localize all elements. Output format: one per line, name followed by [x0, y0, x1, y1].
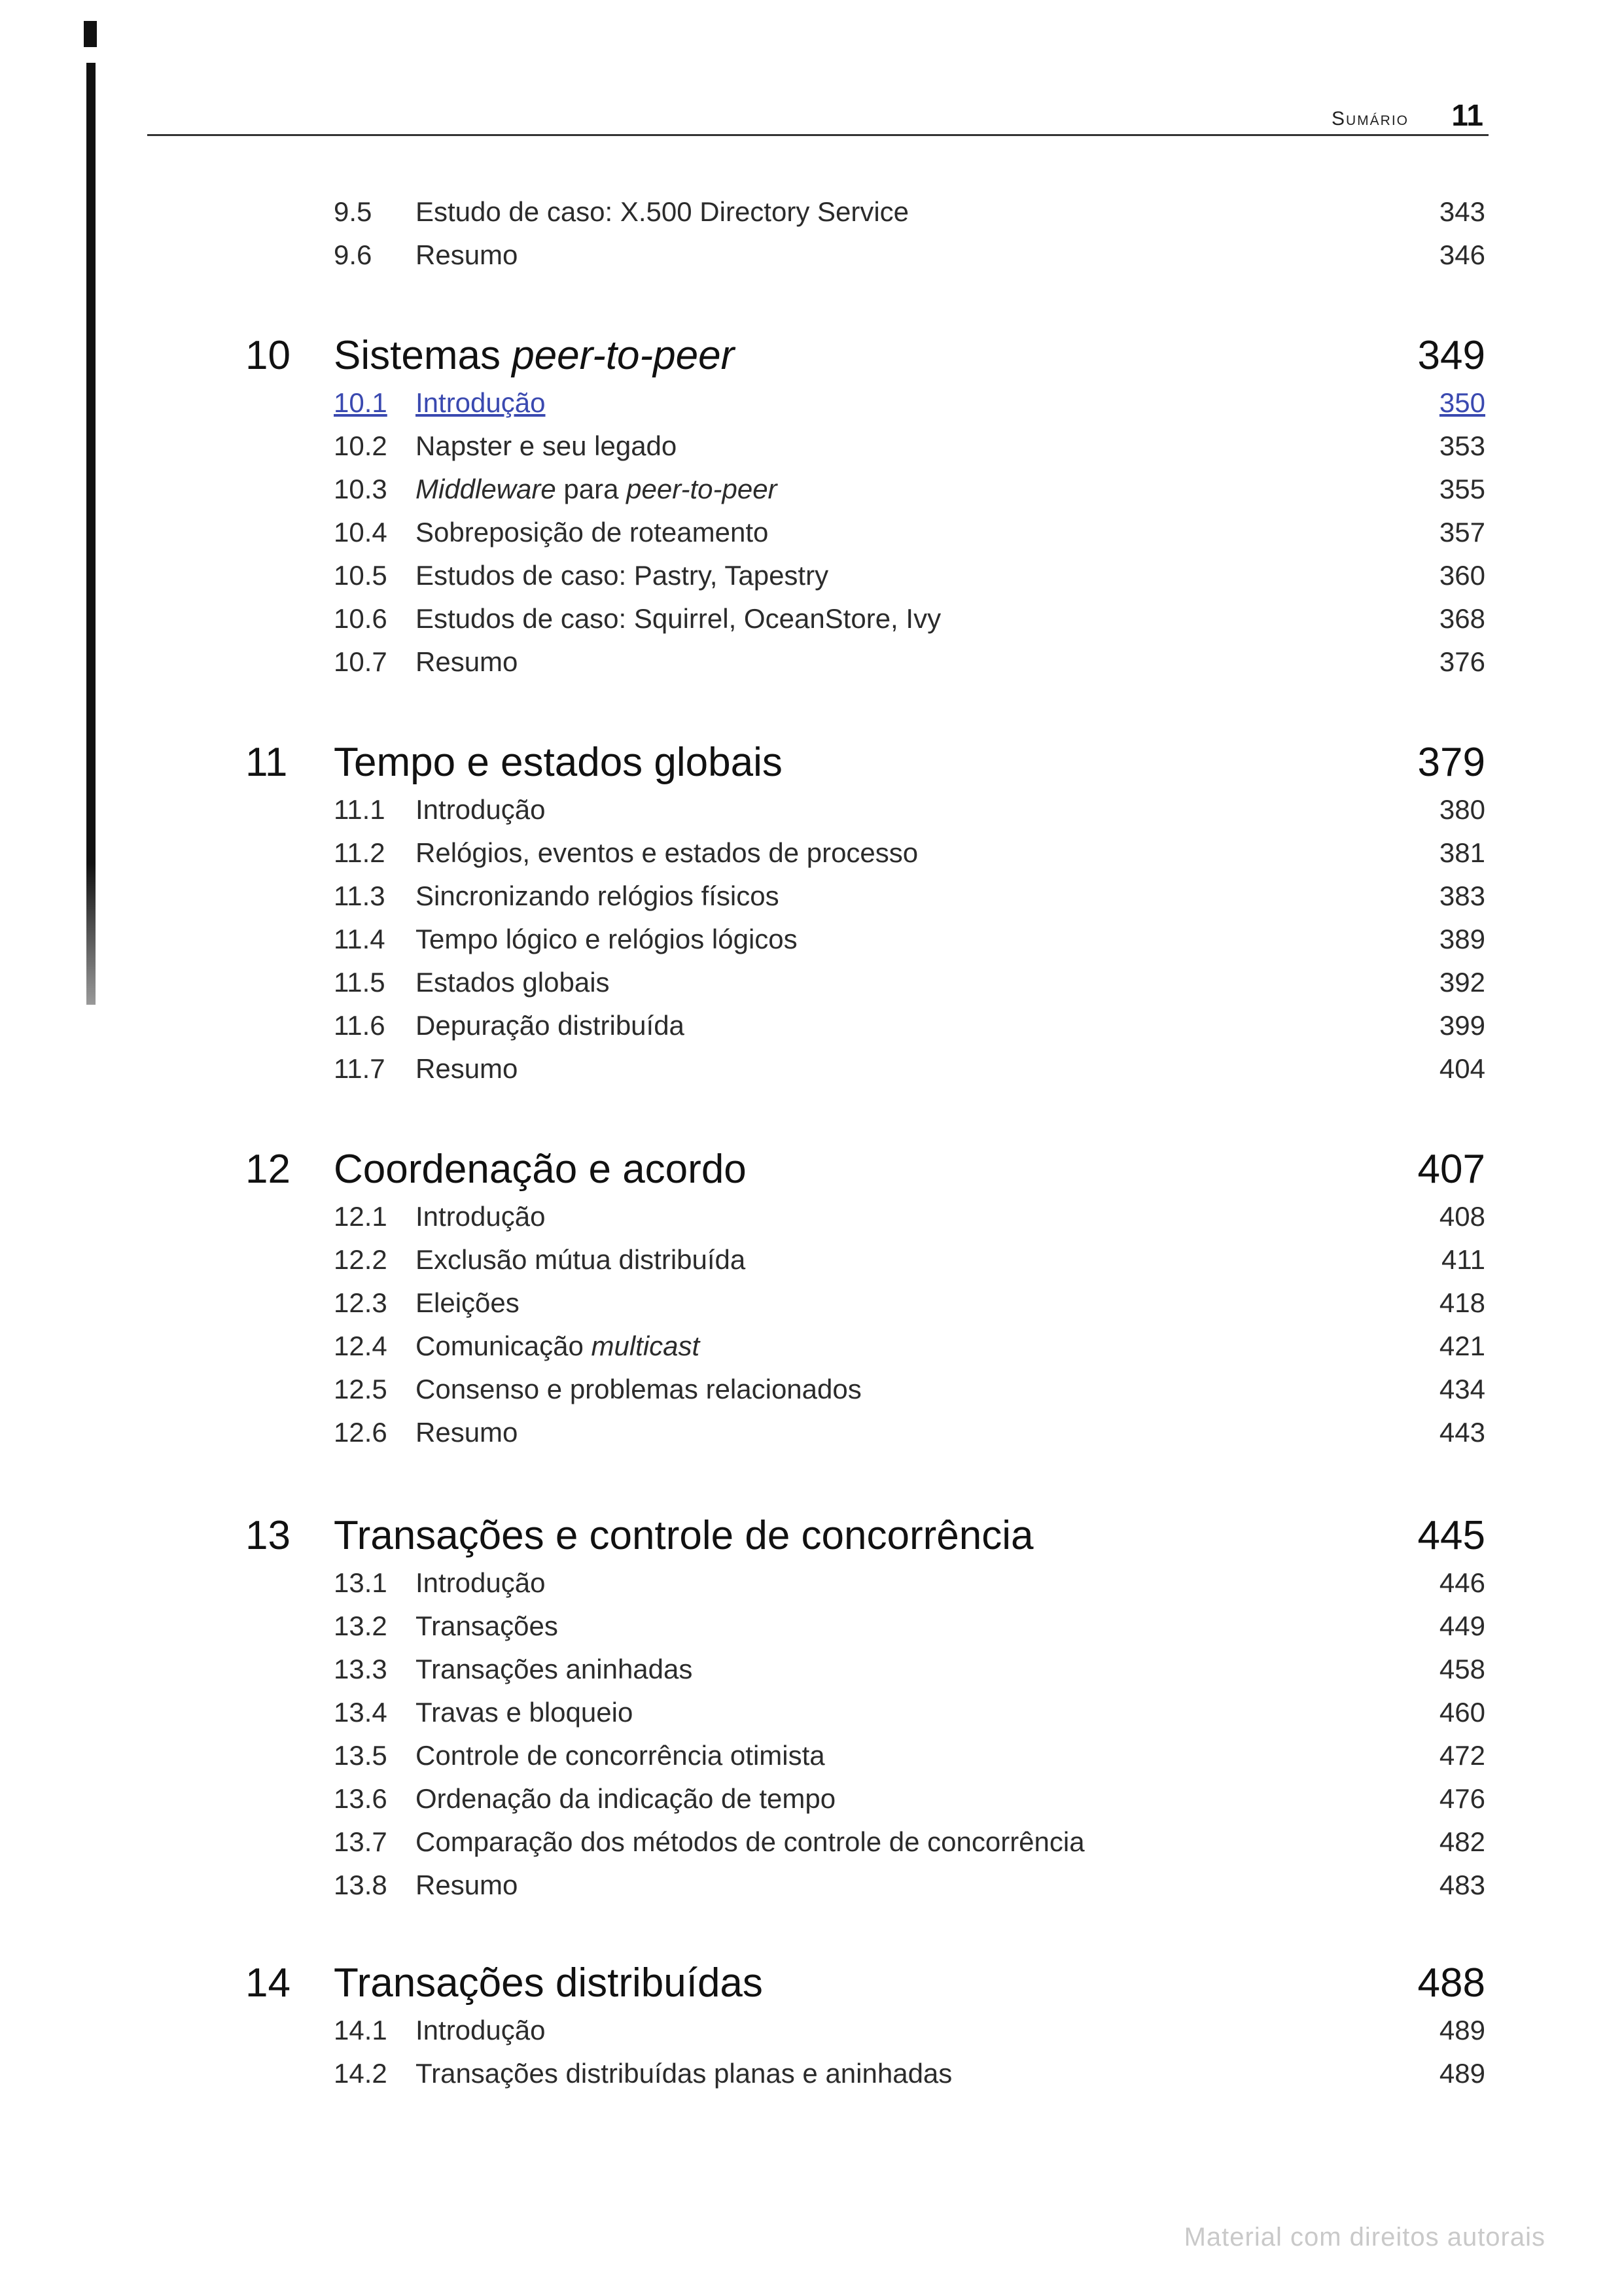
section-title: Napster e seu legado — [415, 430, 677, 461]
section-page: 343 — [1439, 196, 1485, 227]
section-page: 418 — [1439, 1287, 1485, 1318]
section-number: 11.6 — [334, 1010, 385, 1041]
section-number: 10.1 — [334, 387, 387, 418]
section-page: 383 — [1439, 880, 1485, 911]
toc-section-row[interactable] — [0, 560, 1624, 599]
section-title: Relógios, eventos e estados de processo — [415, 837, 919, 868]
toc-section-row[interactable] — [0, 1053, 1624, 1092]
toc-section-row[interactable] — [0, 196, 1624, 235]
toc-section-row[interactable] — [0, 967, 1624, 1006]
section-title: Introdução — [415, 2015, 546, 2045]
section-page: 380 — [1439, 794, 1485, 825]
section-page: 355 — [1439, 474, 1485, 504]
section-title: Controle de concorrência otimista — [415, 1740, 825, 1771]
toc-section-row[interactable] — [0, 1010, 1624, 1049]
toc-section-row[interactable] — [0, 517, 1624, 556]
chapter-page: 379 — [1417, 740, 1485, 785]
toc-section-row[interactable] — [0, 239, 1624, 279]
section-page: 368 — [1439, 603, 1485, 634]
chapter-title — [334, 332, 734, 379]
header-label: Sumário — [1331, 108, 1409, 130]
section-page: 446 — [1439, 1567, 1485, 1598]
section-number: 11.5 — [334, 967, 385, 998]
toc-section-row[interactable] — [0, 1654, 1624, 1693]
chapter-title: Coordenação e acordo — [334, 1147, 747, 1192]
section-title: Sobreposição de roteamento — [415, 517, 769, 548]
section-title: Transações distribuídas planas e aninhadas — [415, 2058, 953, 2089]
section-title: Estados globais — [415, 967, 610, 998]
section-title-italic: multicast — [591, 1331, 700, 1361]
section-title: Resumo — [415, 1870, 518, 1900]
section-title: Introdução — [415, 1201, 546, 1232]
header-page-number: 11 — [1451, 98, 1483, 132]
section-page: 489 — [1439, 2015, 1485, 2045]
chapter-page: 349 — [1417, 333, 1485, 378]
section-number: 10.3 — [334, 474, 387, 504]
section-number: 12.4 — [334, 1331, 387, 1361]
chapter-number: 14 — [245, 1960, 291, 2006]
toc-section-row[interactable] — [0, 1417, 1624, 1456]
section-page: 458 — [1439, 1654, 1485, 1684]
section-page: 449 — [1439, 1610, 1485, 1641]
section-number: 13.6 — [334, 1783, 387, 1814]
section-title: Depuração distribuída — [415, 1010, 684, 1041]
section-title: Resumo — [415, 646, 518, 677]
section-title: Ordenação da indicação de tempo — [415, 1783, 836, 1814]
section-title: Estudos de caso: Squirrel, OceanStore, Ivy — [415, 603, 942, 634]
section-title: Resumo — [415, 1053, 518, 1084]
toc-section-row[interactable] — [0, 837, 1624, 877]
chapter-number: 11 — [245, 740, 288, 785]
section-page: 443 — [1439, 1417, 1485, 1448]
toc-section-row[interactable] — [0, 2015, 1624, 2054]
toc-section-row[interactable] — [0, 924, 1624, 963]
section-title — [415, 474, 777, 505]
section-title-text: Comunicação — [415, 1331, 591, 1361]
section-number: 12.6 — [334, 1417, 387, 1448]
section-number: 12.1 — [334, 1201, 387, 1232]
section-number: 12.5 — [334, 1374, 387, 1404]
section-title: Estudo de caso: X.500 Directory Service — [415, 196, 909, 227]
section-page: 399 — [1439, 1010, 1485, 1041]
chapter-title: Transações distribuídas — [334, 1960, 763, 2006]
section-number: 11.7 — [334, 1053, 385, 1084]
section-number: 13.4 — [334, 1697, 387, 1728]
section-title-text: para — [556, 474, 627, 504]
section-title: Exclusão mútua distribuída — [415, 1244, 746, 1275]
section-page: 376 — [1439, 646, 1485, 677]
section-page: 392 — [1439, 967, 1485, 998]
section-page: 346 — [1439, 239, 1485, 270]
toc-section-row[interactable] — [0, 794, 1624, 833]
section-page: 434 — [1439, 1374, 1485, 1404]
toc-section-row[interactable] — [0, 474, 1624, 513]
section-page: 489 — [1439, 2058, 1485, 2089]
section-title — [415, 1331, 699, 1362]
toc-section-row[interactable] — [0, 646, 1624, 686]
section-number: 10.6 — [334, 603, 387, 634]
section-title: Transações aninhadas — [415, 1654, 693, 1684]
chapter-page: 445 — [1417, 1513, 1485, 1558]
section-number: 12.3 — [334, 1287, 387, 1318]
toc-section-row[interactable] — [0, 603, 1624, 642]
toc-chapter-10[interactable] — [0, 332, 1624, 385]
section-number: 11.2 — [334, 837, 385, 868]
section-number: 13.1 — [334, 1567, 387, 1598]
section-page: 421 — [1439, 1331, 1485, 1361]
section-page: 476 — [1439, 1783, 1485, 1814]
section-number: 13.8 — [334, 1870, 387, 1900]
toc-section-row[interactable] — [0, 430, 1624, 470]
section-number: 11.1 — [334, 794, 385, 825]
toc-section-row[interactable] — [0, 1244, 1624, 1283]
chapter-number: 13 — [245, 1513, 291, 1558]
section-title: Estudos de caso: Pastry, Tapestry — [415, 560, 829, 591]
section-page: 408 — [1439, 1201, 1485, 1232]
section-title: Eleições — [415, 1287, 520, 1318]
toc-section-row[interactable] — [0, 1374, 1624, 1413]
section-title: Introdução — [415, 1567, 546, 1598]
toc-section-row[interactable] — [0, 1826, 1624, 1866]
chapter-number: 10 — [245, 333, 291, 378]
section-title: Introdução — [415, 794, 546, 825]
section-page: 381 — [1439, 837, 1485, 868]
chapter-title-italic: peer-to-peer — [512, 333, 735, 378]
toc-chapter-14[interactable] — [0, 1960, 1624, 2012]
chapter-page: 488 — [1417, 1960, 1485, 2006]
section-title-italic: Middleware — [415, 474, 556, 504]
toc-section-row[interactable] — [0, 880, 1624, 920]
section-number: 14.1 — [334, 2015, 387, 2045]
binding-nick-mark — [84, 21, 97, 47]
section-page: 389 — [1439, 924, 1485, 954]
section-number: 11.4 — [334, 924, 385, 954]
section-title: Tempo lógico e relógios lógicos — [415, 924, 798, 954]
chapter-number: 12 — [245, 1147, 291, 1192]
section-page: 472 — [1439, 1740, 1485, 1771]
section-number: 12.2 — [334, 1244, 387, 1275]
toc-section-row[interactable] — [0, 1331, 1624, 1370]
section-page: 360 — [1439, 560, 1485, 591]
section-page: 460 — [1439, 1697, 1485, 1728]
toc-section-row[interactable] — [0, 1783, 1624, 1822]
section-title: Travas e bloqueio — [415, 1697, 633, 1728]
section-number: 9.5 — [334, 196, 372, 227]
section-page: 350 — [1439, 387, 1485, 418]
running-header — [147, 95, 1489, 136]
section-title: Transações — [415, 1610, 558, 1641]
chapter-title: Tempo e estados globais — [334, 740, 783, 785]
toc-chapter-12[interactable] — [0, 1146, 1624, 1198]
toc-chapter-13[interactable] — [0, 1512, 1624, 1565]
toc-section-row[interactable] — [0, 1697, 1624, 1736]
toc-section-row[interactable] — [0, 1287, 1624, 1327]
section-page: 357 — [1439, 517, 1485, 548]
section-title: Resumo — [415, 1417, 518, 1448]
section-number: 11.3 — [334, 880, 385, 911]
section-page: 482 — [1439, 1826, 1485, 1857]
section-number: 9.6 — [334, 239, 372, 270]
section-title: Sincronizando relógios físicos — [415, 880, 779, 911]
copyright-watermark: Material com direitos autorais — [1184, 2223, 1545, 2252]
section-number: 10.4 — [334, 517, 387, 548]
section-number: 14.2 — [334, 2058, 387, 2089]
section-number: 13.7 — [334, 1826, 387, 1857]
chapter-title: Transações e controle de concorrência — [334, 1513, 1034, 1558]
section-page: 353 — [1439, 430, 1485, 461]
section-number: 10.2 — [334, 430, 387, 461]
toc-section-link[interactable] — [0, 387, 1624, 426]
toc-section-row[interactable] — [0, 1567, 1624, 1607]
section-page: 411 — [1441, 1244, 1485, 1275]
toc-section-row[interactable] — [0, 1870, 1624, 1909]
toc-chapter-11[interactable] — [0, 739, 1624, 791]
section-number: 13.3 — [334, 1654, 387, 1684]
section-page: 404 — [1439, 1053, 1485, 1084]
section-title-italic: peer-to-peer — [626, 474, 777, 504]
section-number: 10.5 — [334, 560, 387, 591]
section-title: Resumo — [415, 239, 518, 270]
section-number: 10.7 — [334, 646, 387, 677]
section-title: Introdução — [415, 387, 546, 418]
chapter-page: 407 — [1417, 1147, 1485, 1192]
toc-section-row[interactable] — [0, 1610, 1624, 1650]
chapter-title-text: Sistemas — [334, 333, 512, 378]
section-title: Consenso e problemas relacionados — [415, 1374, 862, 1404]
section-title: Comparação dos métodos de controle de concorrência — [415, 1826, 1085, 1857]
toc-section-row[interactable] — [0, 1740, 1624, 1779]
toc-section-row[interactable] — [0, 1201, 1624, 1240]
section-number: 13.2 — [334, 1610, 387, 1641]
section-number: 13.5 — [334, 1740, 387, 1771]
section-page: 483 — [1439, 1870, 1485, 1900]
toc-section-row[interactable] — [0, 2058, 1624, 2097]
